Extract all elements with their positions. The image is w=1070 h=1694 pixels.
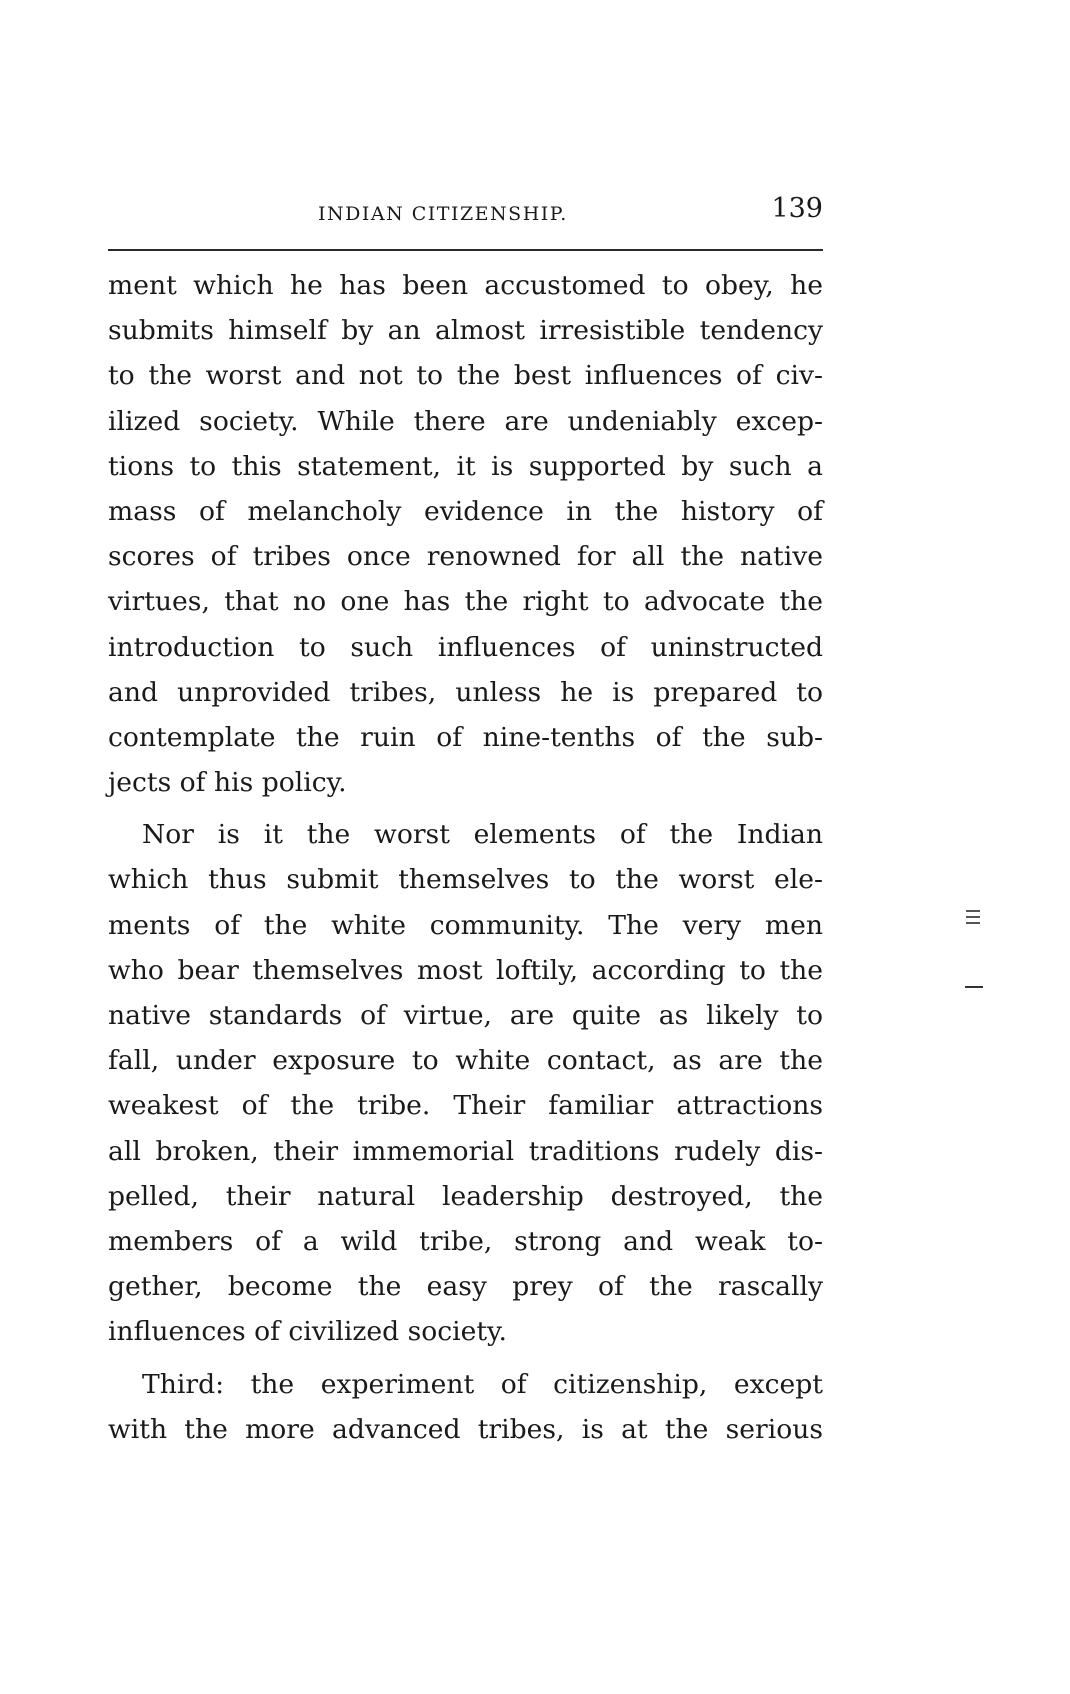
text-line: pelled, their natural leadership destroyed, the <box>108 1180 823 1212</box>
text-line: weakest of the tribe. Their familiar attractions <box>108 1090 823 1122</box>
text-line: all broken, their immemorial traditions rudely dis- <box>108 1135 823 1167</box>
text-line: ment which he has been accustomed to obey, he <box>108 270 823 301</box>
paragraph-3 <box>108 1362 823 1452</box>
text-line: to the worst and not to the best influences of civ- <box>108 360 823 392</box>
text-line: gether, become the easy prey of the rascally <box>108 1271 823 1303</box>
text-line: which thus submit themselves to the worst ele- <box>108 864 823 896</box>
text-line: contemplate the ruin of nine-tenths of the sub- <box>108 721 823 753</box>
header-rule <box>108 249 823 251</box>
text-line: mass of melancholy evidence in the history of <box>108 495 823 527</box>
margin-pencil-mark <box>966 910 980 932</box>
text-line: Nor is it the worst elements of the Indian <box>142 819 823 851</box>
text-line: influences of civilized society. <box>108 1316 507 1348</box>
text-line: submits himself by an almost irresistible tendency <box>108 315 823 347</box>
margin-dash-mark <box>965 986 983 988</box>
text-line: with the more advanced tribes, is at the serious <box>108 1413 823 1445</box>
text-line: and unprovided tribes, unless he is prepared to <box>108 676 823 708</box>
text-line: fall, under exposure to white contact, as are the <box>108 1045 823 1077</box>
running-head <box>108 193 823 233</box>
text-line: jects of his policy. <box>108 767 347 799</box>
paragraph-gap <box>108 805 823 812</box>
text-line: members of a wild tribe, strong and weak to- <box>108 1225 823 1257</box>
body-text <box>108 263 823 1452</box>
paragraph-gap <box>108 1355 823 1362</box>
running-title: INDIAN CITIZENSHIP. <box>318 203 568 225</box>
text-line: Third: the experiment of citizenship, except <box>142 1368 823 1400</box>
text-line: scores of tribes once renowned for all the native <box>108 541 823 573</box>
text-line: introduction to such influences of uninstructed <box>108 631 823 663</box>
text-line: native standards of virtue, are quite as likely to <box>108 1000 823 1031</box>
text-line: virtues, that no one has the right to advocate the <box>108 586 823 618</box>
text-line: who bear themselves most loftily, according to the <box>108 954 823 986</box>
text-line: ments of the white community. The very men <box>108 909 823 941</box>
paragraph-1 <box>108 263 823 805</box>
page-number: 139 <box>771 193 823 224</box>
text-line: tions to this statement, it is supported by such a <box>108 450 823 482</box>
text-line: ilized society. While there are undeniably excep- <box>108 405 823 437</box>
paragraph-2 <box>108 812 823 1354</box>
